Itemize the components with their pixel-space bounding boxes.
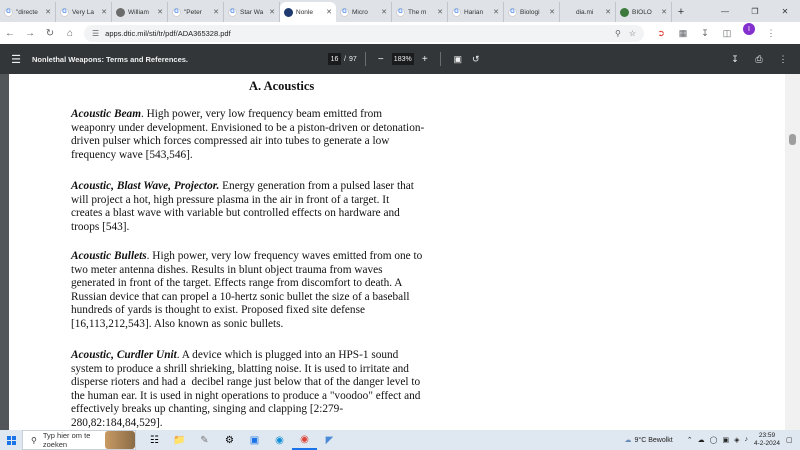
page-separator: /: [344, 55, 346, 63]
tab-title: "directe: [16, 8, 38, 16]
browser-menu-icon[interactable]: ⋮: [766, 27, 776, 38]
entry-text: will project a hot, high pressure plasma in the air in front of a target. It: [71, 193, 390, 206]
forward-icon[interactable]: →: [25, 27, 35, 39]
close-window-icon[interactable]: ✕: [781, 6, 789, 16]
page-total: 97: [348, 55, 357, 63]
clock-date: 4-2-2024: [753, 440, 780, 447]
pdf-menu-icon[interactable]: ☰: [11, 53, 21, 66]
app-icon[interactable]: ✎: [200, 434, 209, 446]
google-icon: G: [508, 8, 517, 17]
extension-red-icon[interactable]: ➲: [657, 27, 665, 38]
glossary-entry: [71, 349, 491, 430]
entry-line: [71, 135, 491, 149]
tab-title: BIOLO: [632, 8, 652, 16]
google-icon: G: [396, 8, 405, 17]
entry-text: Energy generation from a pulsed laser that: [219, 180, 414, 192]
pdf-viewer[interactable]: [0, 74, 800, 430]
print-icon[interactable]: ⎙: [755, 53, 763, 64]
extensions-icon[interactable]: ▦: [678, 27, 688, 38]
entry-text: weaponry under development. Envisioned to be a piston-driven or detonation-: [71, 121, 425, 134]
rotate-icon[interactable]: ↺: [471, 53, 480, 64]
entry-line: [71, 180, 491, 194]
entry-text: . A device which is plugged into an HPS-1 sound: [176, 349, 399, 361]
glossary-entry: [71, 180, 491, 234]
google-icon: G: [4, 8, 13, 17]
browser-tab[interactable]: [224, 2, 280, 22]
tab-title: "Peter: [184, 8, 202, 16]
entry-line: [71, 264, 491, 278]
entry-line: [71, 349, 491, 363]
close-tab-icon[interactable]: ✕: [157, 9, 163, 16]
entry-line: [71, 221, 491, 235]
site-info-icon[interactable]: ☰: [92, 28, 100, 38]
scrollbar[interactable]: [785, 74, 800, 430]
divider: [365, 52, 366, 66]
entry-line: [71, 108, 491, 122]
browser-tab[interactable]: [448, 2, 504, 22]
entry-text: frequency wave [543,546].: [71, 148, 193, 161]
entry-text: troops [543].: [71, 220, 130, 233]
zoom-input[interactable]: 183%: [392, 53, 414, 65]
browser-tab[interactable]: [616, 2, 672, 22]
address-row: [0, 22, 800, 44]
restore-icon[interactable]: ❐: [751, 6, 759, 16]
entry-term: Acoustic Bullets: [71, 250, 147, 262]
entry-line: [71, 122, 491, 136]
side-panel-icon[interactable]: ◫: [722, 27, 732, 38]
tab-title: William: [128, 8, 149, 16]
glossary-entry: [71, 108, 491, 162]
settings-icon[interactable]: ⚙: [225, 434, 234, 446]
tab-title: Star Wa: [240, 8, 264, 16]
entry-line: [71, 250, 491, 264]
tab-title: Harian: [464, 8, 484, 16]
glossary-entry: [71, 250, 491, 332]
browser-tab[interactable]: [168, 2, 224, 22]
google-icon: G: [228, 8, 237, 17]
close-tab-icon[interactable]: ✕: [213, 9, 219, 16]
google-icon: G: [60, 8, 69, 17]
entry-line: [71, 194, 491, 208]
browser-tab[interactable]: [112, 2, 168, 22]
divider: [440, 52, 441, 66]
entry-text: hundreds of yards is thought to exist. Proposed fixed site defense: [71, 304, 365, 317]
entry-text: system to produce a shrill shrieking, blatting noise. It is used to irritate and: [71, 362, 409, 375]
reload-icon[interactable]: ↻: [45, 27, 55, 39]
task-view-icon[interactable]: ☷: [150, 434, 159, 446]
entry-text: effectively breaks up chanting, singing and clapping [2:279-: [71, 403, 344, 416]
zoom-in-icon[interactable]: +: [421, 53, 428, 65]
close-tab-icon[interactable]: ✕: [549, 9, 555, 16]
battery-icon[interactable]: ▣: [722, 437, 730, 444]
entry-text: creates a blast wave with variable but controlled effects on hardware and: [71, 207, 400, 220]
scrollbar-thumb[interactable]: [789, 134, 796, 145]
url-bar[interactable]: [84, 25, 644, 42]
download-icon[interactable]: ↧: [701, 27, 709, 38]
url-text: apps.dtic.mil/sti/tr/pdf/ADA365328.pdf: [105, 28, 231, 38]
entry-text: driven pulser which forces compressed air into tubes to generate a low: [71, 135, 390, 148]
browser-tab[interactable]: [392, 2, 448, 22]
chevron-up-icon[interactable]: ⌃: [686, 437, 693, 444]
bookmark-star-icon[interactable]: ☆: [628, 28, 636, 38]
clock[interactable]: [754, 432, 780, 448]
entry-line: [71, 363, 491, 377]
tab-title: Nonle: [296, 8, 313, 16]
entry-line: [71, 149, 491, 163]
home-icon[interactable]: ⌂: [66, 27, 74, 39]
entry-text: the human ear. It is used in night operations to produce a "voodoo" effect and: [71, 389, 421, 402]
entry-text: two meter antenna dishes. Results in blunt object trauma from waves: [71, 263, 383, 276]
close-tab-icon[interactable]: ✕: [381, 9, 387, 16]
notification-icon[interactable]: ▢: [786, 437, 793, 444]
taskbar-search[interactable]: [22, 430, 136, 450]
entry-text: Russian device that can propel a 10-hertz sonic bullet the size of a baseball: [71, 290, 410, 303]
tray-icons: [687, 436, 748, 444]
search-icon: ⚲: [31, 435, 37, 445]
pdf-more-icon[interactable]: ⋮: [778, 53, 788, 64]
close-tab-icon[interactable]: ✕: [45, 9, 51, 16]
weather-widget[interactable]: [625, 436, 673, 444]
app-icon[interactable]: ◤: [325, 434, 334, 446]
entry-line: [71, 376, 491, 390]
grey-icon: [116, 8, 125, 17]
blank-icon: [564, 8, 573, 17]
clock-time: 23:59: [758, 432, 776, 439]
cloud-icon: ☁: [624, 437, 632, 444]
meet-icon[interactable]: ◯: [709, 437, 718, 444]
entry-line: [71, 390, 491, 404]
pdf-toolbar: [0, 44, 800, 74]
browser-tab[interactable]: [0, 2, 56, 22]
entry-line: [71, 291, 491, 305]
back-icon[interactable]: ←: [5, 27, 15, 39]
entry-line: [71, 207, 491, 221]
close-tab-icon[interactable]: ✕: [437, 9, 443, 16]
entry-line: [71, 304, 491, 318]
taskbar: [0, 430, 800, 450]
entry-line: [71, 318, 491, 332]
tab-title: Biologi: [520, 8, 540, 16]
tab-title: Very La: [72, 8, 95, 16]
browser-tab[interactable]: [56, 2, 112, 22]
minimize-icon[interactable]: —: [721, 6, 729, 16]
entry-term: Acoustic, Curdler Unit: [71, 349, 177, 361]
system-tray: [625, 432, 800, 448]
bio-icon: [620, 8, 629, 17]
entry-text: . High power, very low frequency waves emitted from one to: [146, 250, 423, 262]
fit-page-icon[interactable]: ▣: [453, 53, 462, 64]
close-tab-icon[interactable]: ✕: [605, 9, 611, 16]
close-tab-icon[interactable]: ✕: [661, 9, 667, 16]
close-tab-icon[interactable]: ✕: [326, 9, 332, 16]
entry-term: Acoustic Beam: [71, 108, 141, 120]
edge-icon[interactable]: ◉: [275, 434, 284, 446]
google-icon: G: [340, 8, 349, 17]
photos-icon[interactable]: ▣: [249, 434, 260, 446]
tab-title: Micro: [352, 8, 368, 16]
new-tab-button[interactable]: +: [677, 6, 685, 18]
search-highlight-image: [105, 431, 135, 449]
entry-text: 280,82:184,84,529].: [71, 416, 163, 429]
google-icon: G: [452, 8, 461, 17]
entry-text: disperse rioters and had a decibel range just below that of the danger level to: [71, 376, 421, 389]
entry-line: [71, 277, 491, 291]
zoom-icon[interactable]: ⚲: [614, 28, 621, 38]
toolbar-icons: [650, 23, 782, 43]
tab-title: The m: [408, 8, 427, 16]
entry-line: [71, 417, 491, 430]
chrome-icon[interactable]: ◉: [292, 430, 317, 450]
pdf-download-icon[interactable]: ↧: [731, 53, 739, 64]
browser-tab[interactable]: [336, 2, 392, 22]
close-tab-icon[interactable]: ✕: [269, 9, 275, 16]
entry-text: [16,113,212,543]. Also known as sonic bullets.: [71, 317, 284, 330]
search-placeholder: Typ hier om te zoeken: [42, 431, 91, 449]
browser-tab[interactable]: [504, 2, 560, 22]
close-tab-icon[interactable]: ✕: [101, 9, 107, 16]
pdf-title: Nonlethal Weapons: Terms and References.: [32, 54, 189, 64]
browser-tab[interactable]: [560, 2, 616, 22]
network-icon[interactable]: ◈: [734, 437, 740, 444]
file-explorer-icon[interactable]: 📁: [173, 434, 186, 446]
google-icon: G: [172, 8, 181, 17]
page-number-input[interactable]: 16: [328, 53, 341, 65]
entry-line: [71, 403, 491, 417]
close-tab-icon[interactable]: ✕: [493, 9, 499, 16]
entry-text: . High power, very low frequency beam emitted from: [140, 108, 383, 120]
pdf-page: [9, 74, 785, 430]
taskbar-apps: [142, 430, 342, 450]
profile-avatar[interactable]: I: [743, 23, 755, 35]
weather-text: 9°C Bewolkt: [634, 436, 673, 444]
start-button[interactable]: [0, 430, 22, 450]
section-title: A. Acoustics: [249, 79, 315, 93]
tab-title: dia.mi: [576, 8, 594, 16]
browser-tab[interactable]: [280, 2, 336, 22]
zoom-out-icon[interactable]: −: [377, 53, 384, 65]
volume-icon[interactable]: ♪: [744, 436, 748, 443]
cloud-sync-icon[interactable]: ☁: [697, 437, 705, 444]
window-controls: [710, 0, 800, 22]
entry-text: generated in front of the target. Effects range from discomfort to death. A: [71, 277, 403, 290]
gov-icon: [284, 8, 293, 17]
windows-icon: [7, 436, 16, 445]
entry-term: Acoustic, Blast Wave, Projector.: [71, 180, 220, 192]
tab-strip: [0, 0, 800, 22]
